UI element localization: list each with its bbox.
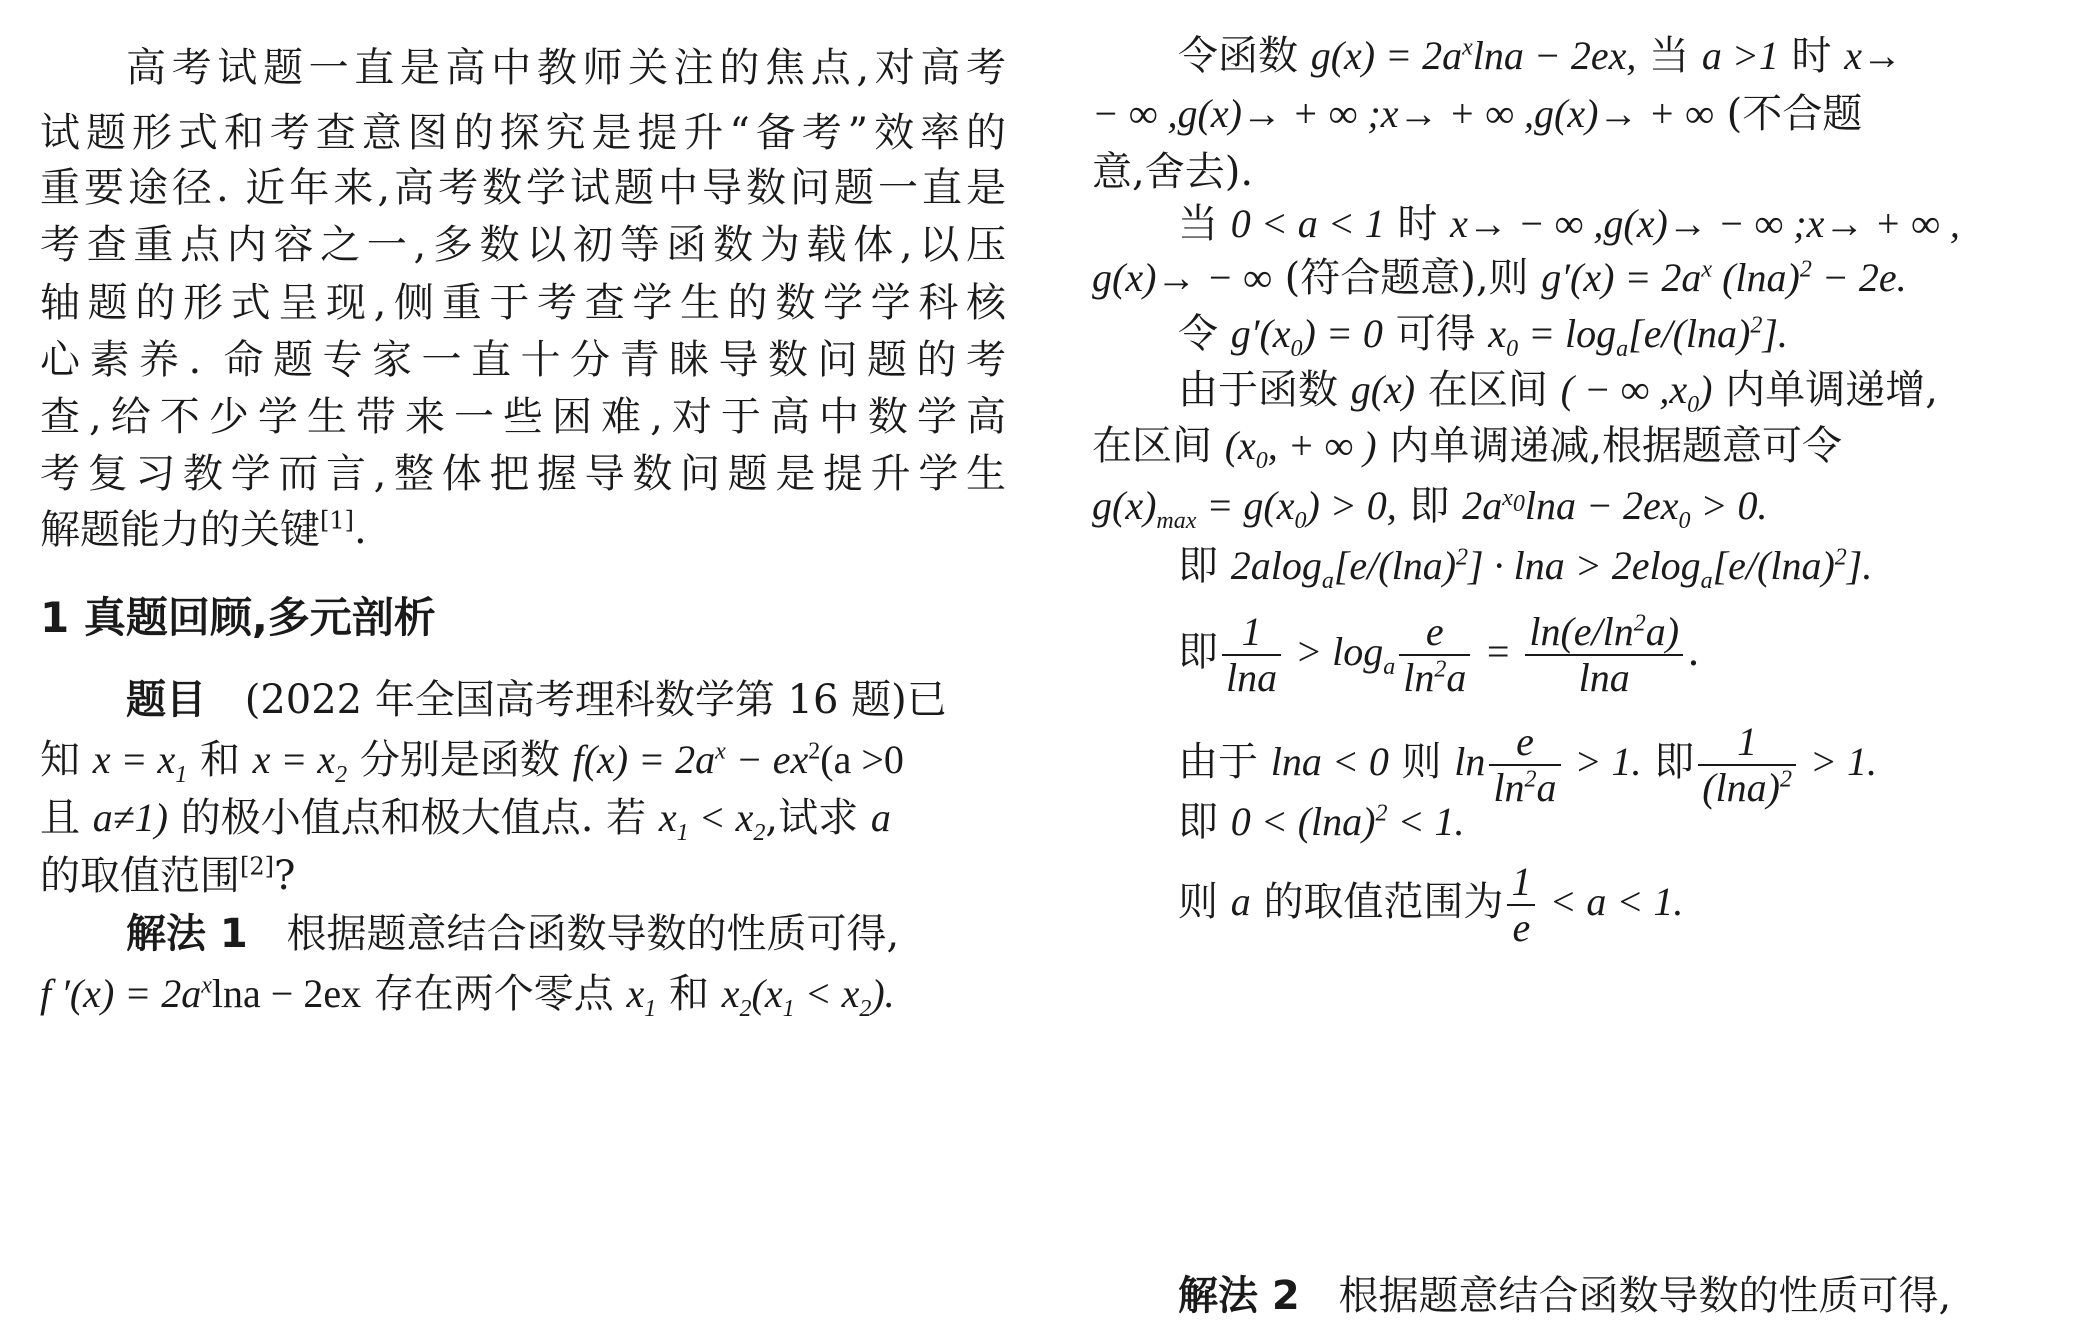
intro-line-1: 高考试题一直是高中教师关注的焦点,对高考 xyxy=(126,45,1006,91)
frac-num-e: e xyxy=(1399,610,1470,656)
frac-den-ln: ln xyxy=(1403,655,1435,700)
right-line-3: 意,舍去). xyxy=(1092,149,1254,195)
text-can-get: 可得 xyxy=(1395,311,1476,357)
text-not-match: (不合题 xyxy=(1726,91,1863,137)
problem-source: (2022 年全国高考理科数学第 16 题)已 xyxy=(244,677,947,723)
math-gmax: $g(x)_{max} = g(x_0) > 0$, xyxy=(1092,483,1397,534)
text-match: (符合题意),则 xyxy=(1284,255,1529,301)
math-x2-eq: $x = x_2$ xyxy=(252,737,348,788)
right-line-10 xyxy=(1092,538,2054,594)
solution1-line-2 xyxy=(40,966,1006,1022)
math-limits-1: − ∞ ,g(x)→ + ∞ ;x→ + ∞ ,g(x)→ + ∞ xyxy=(1092,91,1714,136)
intro-line-8: 考复习教学而言,整体把握导数问题是提升学生 xyxy=(40,451,1006,497)
math-gx: g(x) xyxy=(1350,367,1416,412)
right-line-11 xyxy=(1092,602,2054,702)
section-title: 1 真题回顾,多元剖析 xyxy=(40,593,436,642)
text-he-2: 和 xyxy=(669,971,710,1017)
math-equals: = xyxy=(1474,629,1522,674)
frac-den: lna xyxy=(1226,655,1278,700)
intro-line-3: 重要途径. 近年来,高考数学试题中导数问题一直是 xyxy=(40,165,1006,211)
frac-den-lna2: $(\ln a)^2$ xyxy=(1702,765,1792,810)
math-x1-var: x xyxy=(626,971,645,1016)
math-log-arg: [e/(lna) xyxy=(1628,311,1751,356)
math-arg-2: [e/(lna) xyxy=(1712,543,1835,588)
math-range-lna-lhs: 0 < (lna) xyxy=(1230,799,1376,844)
text-shi-2: 时 xyxy=(1397,201,1438,247)
text-range: 的取值范围 xyxy=(40,853,240,899)
math-log: = log xyxy=(1518,311,1617,356)
text-ze: 则 xyxy=(1178,879,1218,925)
math-log-ineq: $2alog_a[e/(\ln a)^2] \cdot \ln a > 2elog_a[e/(\ln a)^2]$. xyxy=(1230,543,1873,594)
math-a-range: 0 < a < 1 xyxy=(1230,201,1385,246)
math-x0: x xyxy=(1488,311,1507,356)
math-ineq-mid: lna − 2ex xyxy=(1524,483,1679,528)
math-a-gt-1: a >1 xyxy=(1701,33,1779,78)
math-answer: < a < 1. xyxy=(1539,879,1684,924)
math-fprime-rhs: lna − 2ex xyxy=(211,971,362,1016)
right-line-7 xyxy=(1092,362,2054,418)
citation-ref: [1] xyxy=(320,506,354,535)
math-log-close: ]. xyxy=(1762,311,1788,356)
frac-num-ln-text: ln(e/ln xyxy=(1529,609,1634,654)
math-gprime-x: g′(x xyxy=(1230,311,1291,356)
right-line-8 xyxy=(1092,418,2054,474)
math-x1-eq: $x = x_1$ xyxy=(92,737,188,788)
math-ineq-end: > 0. xyxy=(1690,483,1768,528)
math-mid: ] · lna > 2elog xyxy=(1468,543,1701,588)
intro-line-6: 心素养. 命题专家一直十分青睐导数问题的考 xyxy=(40,337,1006,383)
problem-line-3 xyxy=(40,790,1006,846)
math-period: . xyxy=(1687,629,1700,675)
math-fx: $f(x) = 2a^x - ex^2(a >0$ xyxy=(572,737,904,782)
math-a-gt-0: (a >0 xyxy=(820,737,904,782)
math-arg-1: [e/(lna) xyxy=(1333,543,1457,588)
math-gx-def: $g(x) = 2a^x\ln a - 2ex$, xyxy=(1310,33,1637,78)
right-line-4 xyxy=(1092,196,2054,252)
math-x1-b: $x_1$ xyxy=(626,971,657,1022)
frac-den-e: e xyxy=(1512,905,1531,950)
math-lt-x2-b: < x xyxy=(794,971,860,1016)
math-gt-log: > $\log_a$ xyxy=(1285,629,1396,680)
math-x0-log: $x_0 = \log_a[e/(\ln a)^2]$. xyxy=(1488,311,1788,362)
math-limits-2: x→ − ∞ ,g(x)→ − ∞ ;x→ + ∞ , xyxy=(1450,201,1960,246)
right-line-9 xyxy=(1092,478,2054,534)
problem-line-4 xyxy=(40,848,1006,904)
math-interval-1-close: ) xyxy=(1699,367,1713,412)
right-line-13 xyxy=(1092,794,2054,850)
text-when-2: 当 xyxy=(1178,201,1218,247)
math-2alog: 2alog xyxy=(1230,543,1322,588)
math-interval-2-open: (x xyxy=(1224,423,1256,468)
right-line-14 xyxy=(1092,852,2054,952)
frac-den-lna: lna xyxy=(1578,655,1630,700)
math-interval-2-close: , + ∞ ) xyxy=(1267,423,1377,468)
math-x1: x xyxy=(658,795,677,840)
intro-line-9 xyxy=(40,502,1006,558)
math-gx-rhs: lna − 2ex, xyxy=(1472,33,1637,78)
text-extremes: 的极小值点和极大值点. 若 xyxy=(180,795,647,841)
text-ji-4: 即 xyxy=(1654,739,1695,785)
math-fprime-lhs: f ′(x) = 2a xyxy=(40,971,202,1016)
math-gprime-x0: $g'(x_0) = 0$ xyxy=(1230,311,1383,362)
math-gprime-2e: − 2e. xyxy=(1811,255,1907,300)
frac-den-ln2a: $\ln^2a$ xyxy=(1403,655,1467,700)
text-when: 当 xyxy=(1649,33,1690,79)
math-lna-lt-0: lna < 0 xyxy=(1270,739,1389,784)
math-ineq-2a: 2a xyxy=(1462,483,1503,528)
frac-den-ln2a-2: $\ln^2a$ xyxy=(1493,765,1557,810)
math-gt-1: > 1. xyxy=(1564,739,1642,784)
fraction-e-over-ln2a xyxy=(1399,610,1470,700)
solution1-text: 根据题意结合函数导数的性质可得, xyxy=(286,911,900,957)
math-paren-x1: (x xyxy=(751,971,783,1016)
frac-num: 1 xyxy=(1222,610,1281,656)
solution2-text: 根据题意结合函数导数的性质可得, xyxy=(1338,1273,1952,1319)
math-fx-ex: − ex xyxy=(725,737,809,782)
math-range-lna: $0 < (\ln a)^2 < 1$. xyxy=(1230,799,1465,844)
math-ineq: $2a^{x_0}\ln a - 2ex_0 > 0$. xyxy=(1462,483,1768,534)
math-gmax-gt0: ) > 0, xyxy=(1306,483,1397,528)
text-let: 令 xyxy=(1178,311,1218,357)
text-two-zeros: 存在两个零点 xyxy=(373,971,614,1017)
right-line-1 xyxy=(1092,28,2054,84)
math-ln: ln xyxy=(1454,739,1486,784)
text-in-interval: 在区间 xyxy=(1427,367,1548,413)
math-close: ). xyxy=(871,971,895,1016)
math-x-to: x→ xyxy=(1844,33,1903,78)
fraction-1-over-lna xyxy=(1222,610,1281,700)
math-gx-limit: g(x)→ − ∞ xyxy=(1092,255,1272,300)
text-he: 和 xyxy=(199,737,240,783)
math-fx-lhs: f(x) = 2a xyxy=(572,737,716,782)
text-function: 分别是函数 xyxy=(359,737,560,783)
math-interval-1-open: ( − ∞ ,x xyxy=(1560,367,1688,412)
text-in-interval-2: 在区间 xyxy=(1092,423,1212,469)
text-qie: 且 xyxy=(40,795,80,841)
text-ji-2: 即 xyxy=(1178,543,1218,589)
text-shi: 时 xyxy=(1791,33,1832,79)
problem-line-1 xyxy=(40,672,1006,728)
math-end: ]. xyxy=(1846,543,1873,588)
math-lt-x2: < x xyxy=(688,795,754,840)
frac-den-lna-paren: (lna) xyxy=(1702,765,1780,810)
math-x-eq-x: x = x xyxy=(92,737,176,782)
intro-line-5: 轴题的形式呈现,侧重于考查学生的数学学科核 xyxy=(40,280,1006,326)
text-zhi: 知 xyxy=(40,737,80,783)
frac-den-a-2: a xyxy=(1536,765,1557,810)
problem-label: 题目 xyxy=(126,677,206,723)
text-range-is: 的取值范围为 xyxy=(1263,879,1504,925)
intro-period: . xyxy=(354,507,367,553)
fraction-ln-over-lna xyxy=(1525,610,1683,700)
frac-num-1: 1 xyxy=(1698,720,1796,766)
problem-line-2 xyxy=(40,732,1006,788)
intro-line-7: 查,给不少学生带来一些困难,对于高中数学高 xyxy=(40,394,1006,440)
math-x1-lt-x2: $x_1 < x_2$ xyxy=(658,795,766,846)
text-let-function: 令函数 xyxy=(1178,33,1298,79)
intro-line-2: 试题形式和考查意图的探究是提升“备考”效率的 xyxy=(40,110,1006,156)
solution1-label: 解法 1 xyxy=(126,911,248,957)
math-eq-0: ) = 0 xyxy=(1302,311,1383,356)
math-interval-1: ( − ∞ $,x_0$) xyxy=(1560,367,1713,418)
text-then: 则 xyxy=(1401,739,1442,785)
frac-den-ln-2: ln xyxy=(1493,765,1525,810)
math-a-neq-1: a≠1) xyxy=(92,795,168,840)
fraction-1-over-e xyxy=(1507,860,1535,950)
text-since-function: 由于函数 xyxy=(1178,367,1338,413)
text-since: 由于 xyxy=(1178,739,1258,785)
math-gprime-ln: (lna) xyxy=(1712,255,1800,300)
citation-ref-2: [2] xyxy=(240,852,274,881)
math-gt-log-text: > log xyxy=(1285,629,1384,674)
math-x2-var: x xyxy=(721,971,740,1016)
math-gprime: $g'(x) = 2a^x$ $(\ln a)^2 - 2e$. xyxy=(1541,255,1907,300)
solution1-line-1 xyxy=(40,906,1006,962)
right-line-5 xyxy=(1092,250,2054,306)
text-decreasing: 内单调递减,根据题意可令 xyxy=(1389,423,1843,469)
math-a: a xyxy=(870,795,891,840)
text-ji-5: 即 xyxy=(1178,799,1218,845)
right-line-2 xyxy=(1092,86,2054,142)
solution2-line-1 xyxy=(1092,1268,2054,1324)
problem-question-mark: ? xyxy=(274,853,296,899)
math-gmax-g: g(x) xyxy=(1092,483,1157,528)
math-gprime-lhs: g′(x) = 2a xyxy=(1541,255,1702,300)
text-increasing: 内单调递增, xyxy=(1725,367,1938,413)
intro-last-text: 解题能力的关键 xyxy=(40,507,320,553)
math-gx-lhs: g(x) = 2a xyxy=(1310,33,1463,78)
math-gmax-sub: max xyxy=(1156,508,1197,534)
math-fprime: f $'(x) = 2a^x\ln a - 2ex$ xyxy=(40,971,362,1016)
text-find: ,试求 xyxy=(765,795,859,841)
math-x-eq-x-2: x = x xyxy=(252,737,336,782)
math-gt-1-b: > 1. xyxy=(1800,739,1877,784)
text-ji: 即 xyxy=(1409,483,1450,529)
right-line-6 xyxy=(1092,306,2054,362)
frac-num-ln: $\ln(e/\ln^2a)$ xyxy=(1525,610,1683,656)
math-a-2: a xyxy=(1230,879,1251,924)
text-ji-3: 即 xyxy=(1178,629,1218,675)
frac-num-ln-a: a) xyxy=(1645,609,1680,654)
math-x2-paren: $x_2(x_1 < x_2)$. xyxy=(721,971,895,1022)
frac-num-e-2: e xyxy=(1489,720,1560,766)
intro-line-4: 考查重点内容之一,多数以初等函数为载体,以压 xyxy=(40,222,1006,268)
solution2-label: 解法 2 xyxy=(1178,1273,1300,1319)
frac-num-1-b: 1 xyxy=(1507,860,1535,906)
math-range-lna-rhs: < 1. xyxy=(1387,799,1465,844)
frac-den-a: a xyxy=(1446,655,1467,700)
math-gmax-eq: = g(x xyxy=(1196,483,1295,528)
math-interval-2: ($x_0$, + ∞ ) xyxy=(1224,423,1377,474)
